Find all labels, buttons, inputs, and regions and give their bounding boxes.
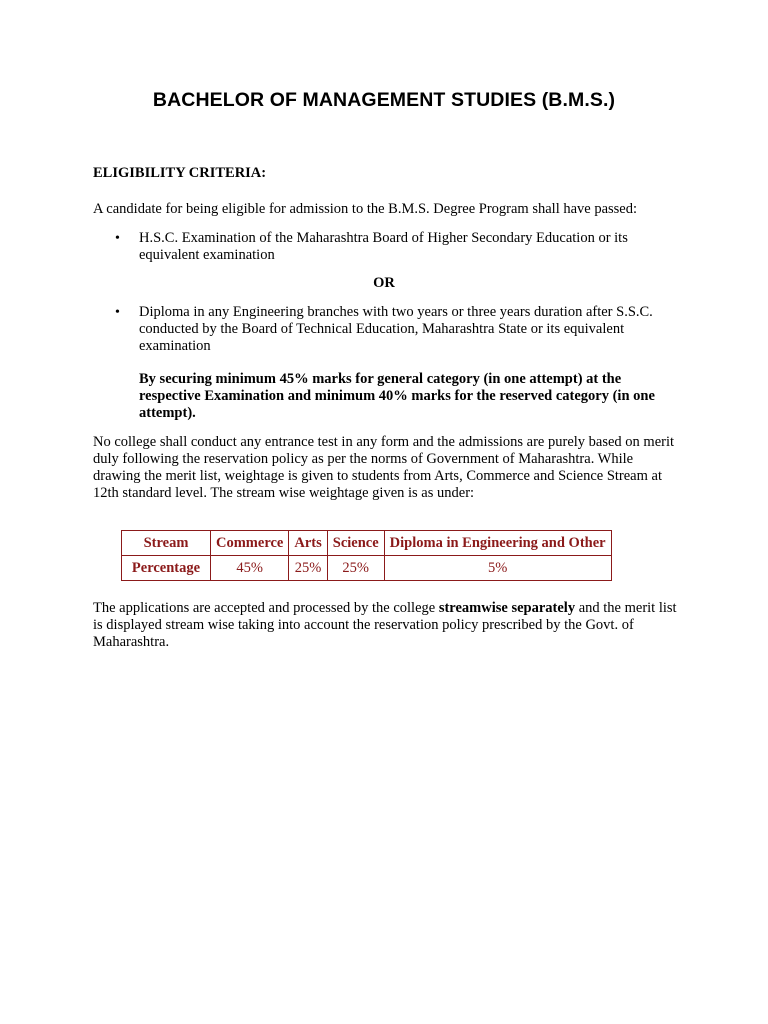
table-header-cell: Commerce (211, 531, 289, 556)
bullet-marker: • (115, 305, 120, 320)
table-header-cell: Stream (122, 531, 211, 556)
table-cell: 45% (211, 556, 289, 581)
list-item-diploma: Diploma in any Engineering branches with two years or three years duration after S.S.C. conducted by the Board of Technical Education, Maharashtra State or its equivalent examination (139, 304, 653, 354)
bullet-marker: • (115, 231, 120, 246)
table-header-cell: Science (327, 531, 384, 556)
or-separator: OR (373, 275, 395, 291)
closing-text-end: and the merit list is displayed stream wise taking into account the reservation policy prescribed by the Govt. of Maharashtra. (93, 600, 677, 650)
merit-paragraph: No college shall conduct any entrance test in any form and the admissions are purely based on merit duly following the reservation policy as per the norms of Government of Maharashtra. While drawing the merit list, weightage is given to students from Arts, Commerce and Science Stream at 12th standard level. The stream wise weightage given is as under: (93, 434, 675, 501)
marks-requirement-note: By securing minimum 45% marks for general category (in one attempt) at the respective Examination and minimum 40% marks for the reserved category (in one attempt). (139, 371, 655, 421)
section-heading: ELIGIBILITY CRITERIA: (93, 165, 267, 181)
stream-weightage-table (121, 530, 612, 581)
closing-text-start: The applications are accepted and processed by the college (93, 600, 439, 616)
intro-paragraph: A candidate for being eligible for admission to the B.M.S. Degree Program shall have passed: (93, 201, 638, 217)
table-row (122, 556, 612, 581)
list-item-hsc: H.S.C. Examination of the Maharashtra Board of Higher Secondary Education or its equivalent examination (139, 230, 628, 263)
table-row-label: Percentage (122, 556, 211, 581)
page-title: BACHELOR OF MANAGEMENT STUDIES (B.M.S.) (152, 89, 616, 111)
table-header-row (122, 531, 612, 556)
closing-paragraph (93, 600, 683, 651)
table-cell: 25% (327, 556, 384, 581)
table-header-cell: Arts (289, 531, 327, 556)
closing-emphasis: streamwise separately (438, 600, 576, 616)
table-cell: 5% (384, 556, 611, 581)
table-header-cell: Diploma in Engineering and Other (384, 531, 611, 556)
table-cell: 25% (289, 556, 327, 581)
